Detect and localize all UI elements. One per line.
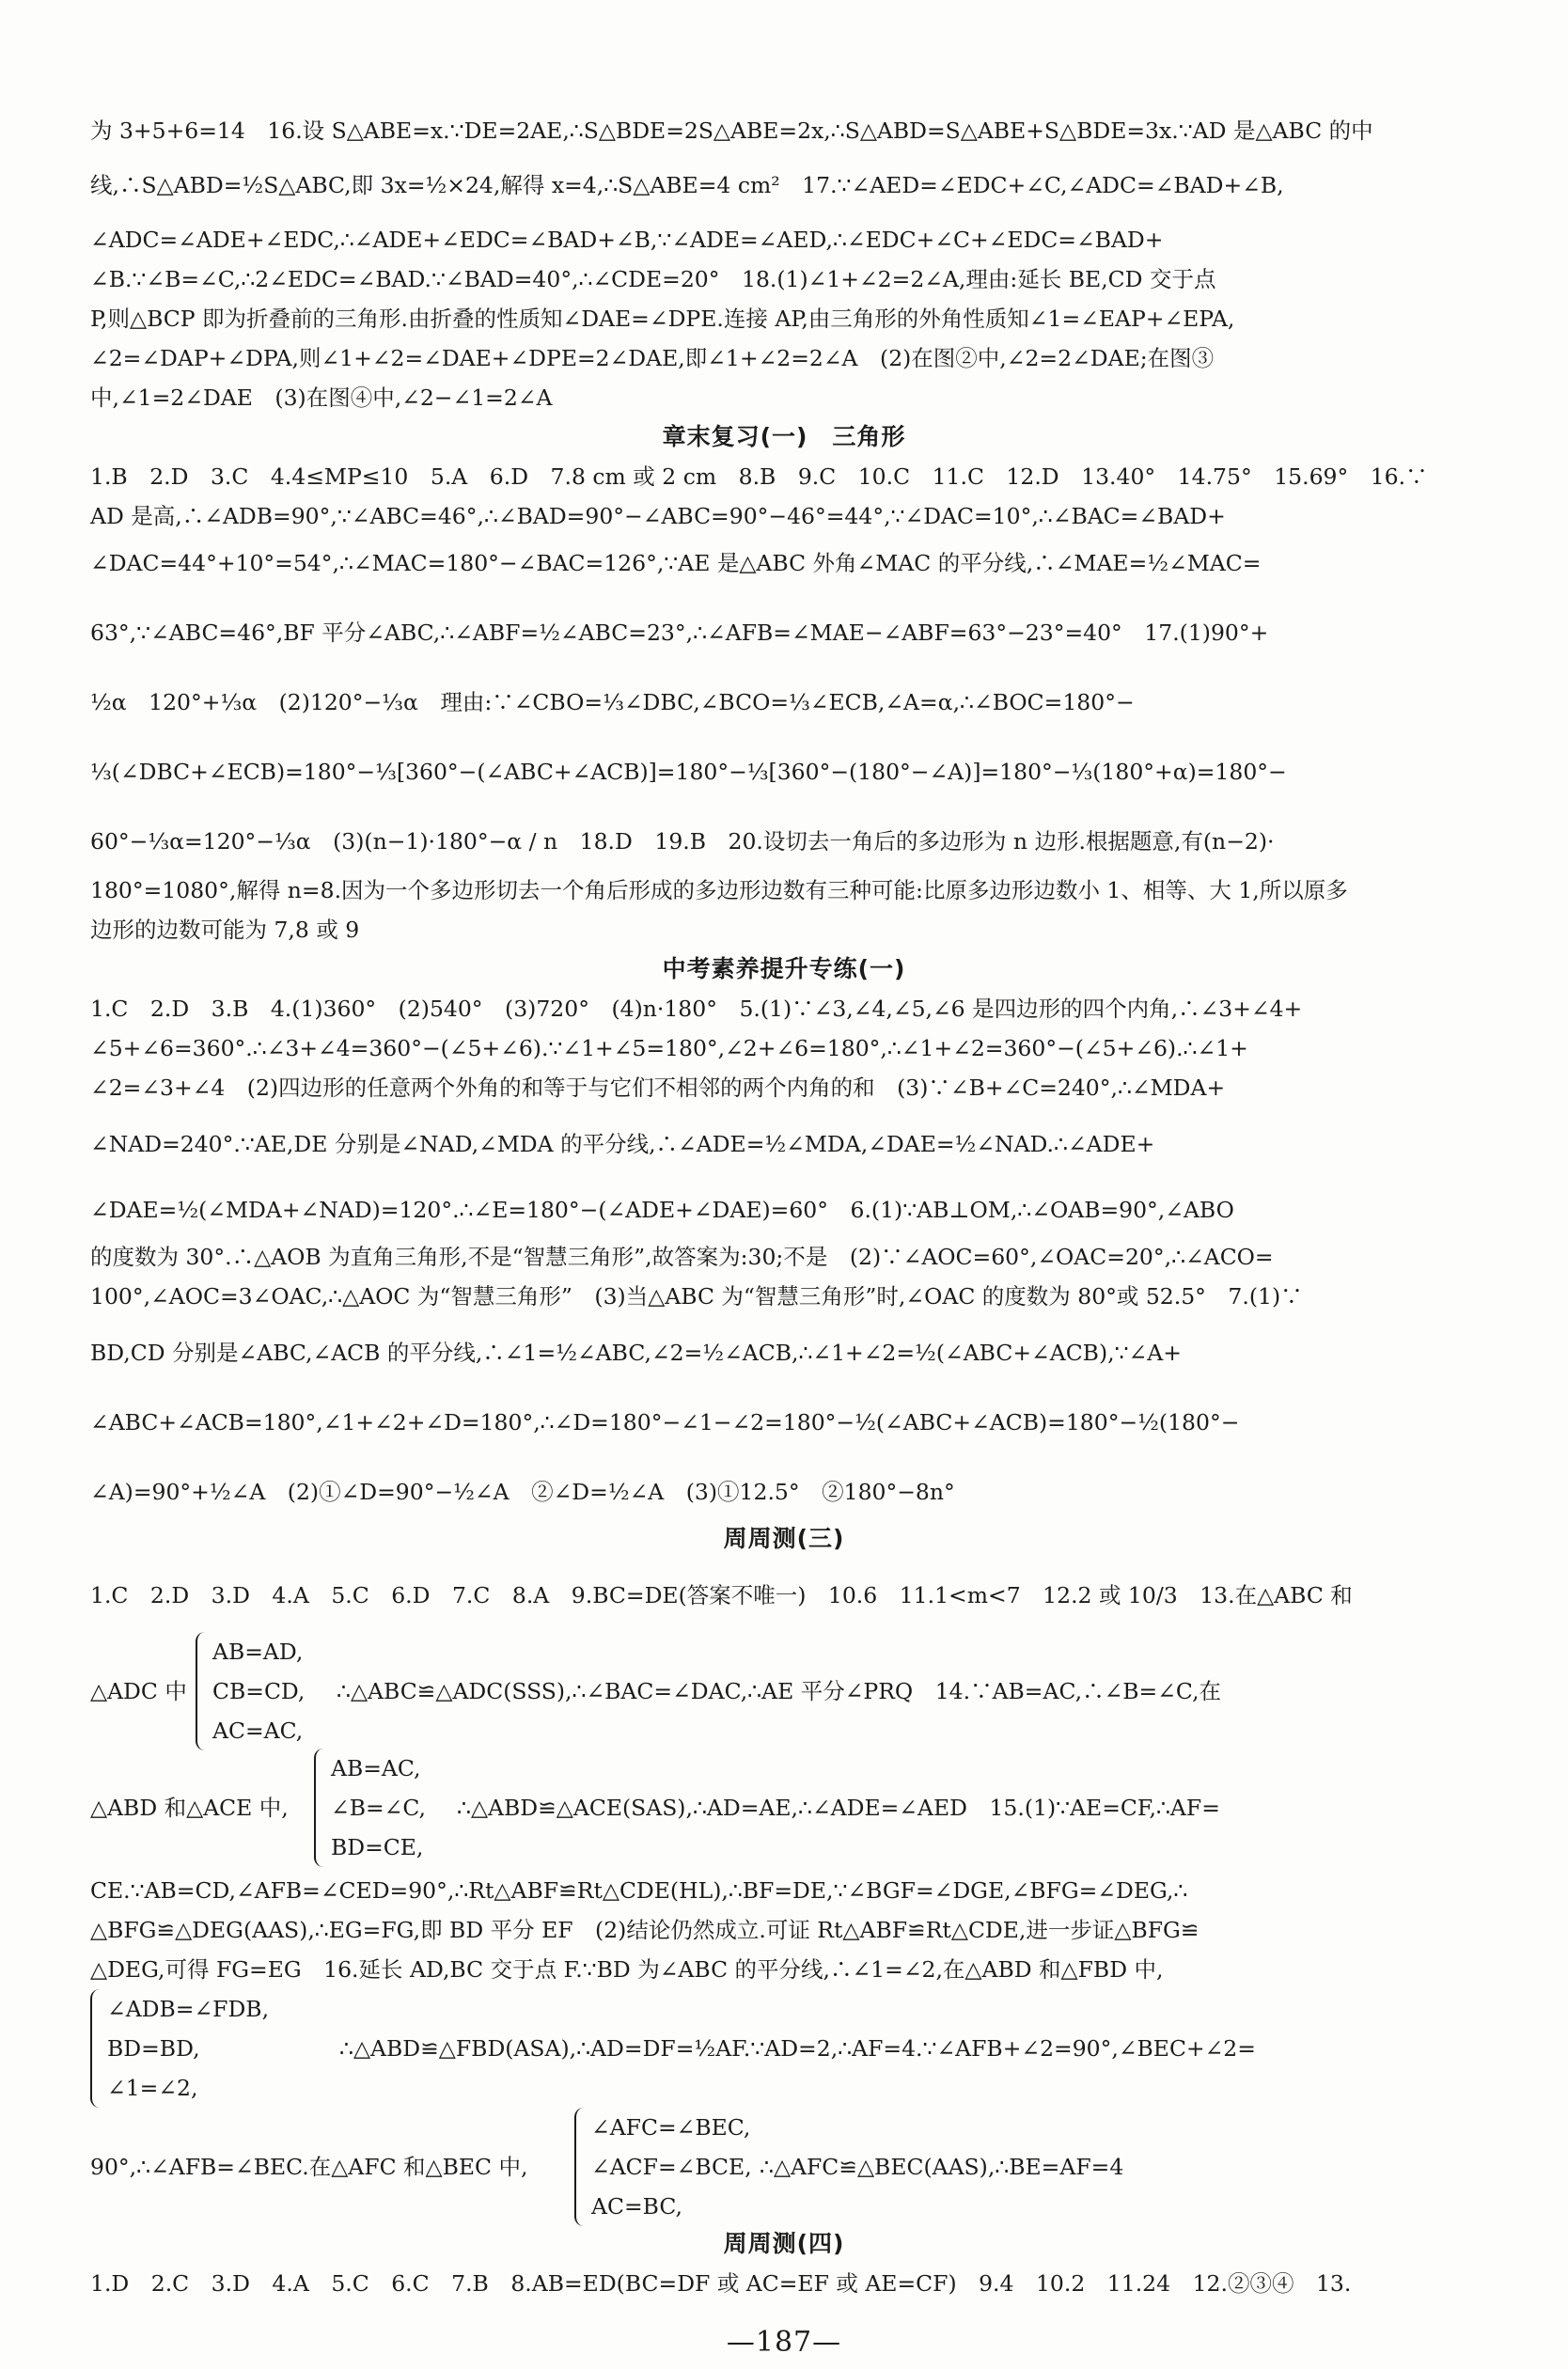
text-line: 1.C 2.D 3.D 4.A 5.C 6.D 7.C 8.A 9.BC=DE(答案不唯一) 10.6 11.1<m<7 12.2 或 10/3 13.在△ABC 和 [90, 1582, 1353, 1608]
brace-system [314, 1749, 446, 1867]
text-line: CE.∵AB=CD,∠AFB=∠CED=90°,∴Rt△ABF≌Rt△CDE(HL),∴BF=DE,∵∠BGF=∠DGE,∠BFG=∠DEG,∴ [90, 1877, 1188, 1904]
system-row: ∠AFC=∠BEC, [591, 2114, 751, 2141]
text-line: 1.D 2.C 3.D 4.A 5.C 6.C 7.B 8.AB=ED(BC=DF 或 AC=EF 或 AE=CF) 9.4 10.2 11.24 12.②③④ 13. [90, 2270, 1352, 2297]
section-title: 周周测(四) [723, 2230, 845, 2257]
system-row: AC=BC, [591, 2193, 682, 2220]
section-title: 章末复习(一) 三角形 [662, 423, 906, 450]
system-row: ∠1=∠2, [107, 2075, 198, 2101]
text-line: ∠DAE=½(∠MDA+∠NAD)=120°.∴∠E=180°−(∠ADE+∠DAE)=60° 6.(1)∵AB⊥OM,∴∠OAB=90°,∠ABO [90, 1197, 1234, 1223]
text-line: 180°=1080°,解得 n=8.因为一个多边形切去一个角后形成的多边形边数有三种可能:比原多边形边数小 1、相等、大 1,所以原多 [90, 877, 1348, 903]
system-prefix: 90°,∴∠AFB=∠BEC.在△AFC 和△BEC 中, [90, 2154, 528, 2180]
left-brace-icon [314, 1749, 329, 1867]
system-row: AB=AC, [331, 1755, 421, 1781]
text-line: △BFG≌△DEG(AAS),∴EG=FG,即 BD 平分 EF (2)结论仍然成立.可证 Rt△ABF≌Rt△CDE,进一步证△BFG≌ [90, 1917, 1200, 1943]
left-brace-icon [196, 1632, 211, 1750]
text-line: ∠B.∵∠B=∠C,∴2∠EDC=∠BAD.∵∠BAD=40°,∴∠CDE=20° 18.(1)∠1+∠2=2∠A,理由:延长 BE,CD 交于点 [90, 266, 1216, 292]
text-line: 1.C 2.D 3.B 4.(1)360° (2)540° (3)720° (4)n·180° 5.(1)∵∠3,∠4,∠5,∠6 是四边形的四个内角,∴∠3+∠4+ [90, 996, 1303, 1022]
text-line: 的度数为 30°.∴△AOB 为直角三角形,不是“智慧三角形”,故答案为:30;不是 (2)∵∠AOC=60°,∠OAC=20°,∴∠ACO= [90, 1244, 1274, 1270]
text-line: ∠ABC+∠ACB=180°,∠1+∠2+∠D=180°,∴∠D=180°−∠1−∠2=180°−½(∠ABC+∠ACB)=180°−½(180°− [90, 1409, 1240, 1436]
text-line: ⅓(∠DBC+∠ECB)=180°−⅓[360°−(∠ABC+∠ACB)]=180°−⅓[360°−(180°−∠A)]=180°−⅓(180°+α)=180°− [90, 759, 1287, 785]
brace-system [574, 2108, 753, 2226]
system-prefix: △ABD 和△ACE 中, [90, 1795, 289, 1821]
system-row: ∠ACF=∠BCE, [591, 2154, 752, 2180]
section-title: 周周测(三) [723, 1525, 845, 1552]
text-line: 60°−⅓α=120°−⅓α (3)(n−1)·180°−α / n 18.D 19.B 20.设切去一角后的多边形为 n 边形.根据题意,有(n−2)· [90, 828, 1275, 855]
text-line: BD,CD 分别是∠ABC,∠ACB 的平分线,∴∠1=½∠ABC,∠2=½∠ACB,∴∠1+∠2=½(∠ABC+∠ACB),∵∠A+ [90, 1340, 1182, 1366]
text-line: ∠2=∠DAP+∠DPA,则∠1+∠2=∠DAE+∠DPE=2∠DAE,即∠1+∠2=2∠A (2)在图②中,∠2=2∠DAE;在图③ [90, 345, 1215, 371]
system-row: CB=CD, [212, 1678, 306, 1704]
text-line: ∠ADC=∠ADE+∠EDC,∴∠ADE+∠EDC=∠BAD+∠B,∵∠ADE=∠AED,∴∠EDC+∠C+∠EDC=∠BAD+ [90, 227, 1164, 253]
equation-system [90, 1632, 1486, 1750]
page-number: —187— [726, 2326, 842, 2359]
text-line: 为 3+5+6=14 16.设 S△ABE=x.∵DE=2AE,∴S△BDE=2S△ABE=2x,∴S△ABD=S△ABE+S△BDE=3x.∵AD 是△ABC 的中 [90, 118, 1373, 144]
text-line: ∠5+∠6=360°.∴∠3+∠4=360°−(∠5+∠6).∵∠1+∠5=180°,∠2+∠6=180°,∴∠1+∠2=360°−(∠5+∠6).∴∠1+ [90, 1035, 1248, 1061]
system-row: BD=BD, [107, 2035, 200, 2062]
brace-system [90, 1989, 278, 2108]
text-line: 线,∴S△ABD=½S△ABC,即 3x=½×24,解得 x=4,∴S△ABE=4 cm² 17.∵∠AED=∠EDC+∠C,∠ADC=∠BAD+∠B, [90, 172, 1284, 198]
text-line: 63°,∵∠ABC=46°,BF 平分∠ABC,∴∠ABF=½∠ABC=23°,∴∠AFB=∠MAE−∠ABF=63°−23°=40° 17.(1)90°+ [90, 620, 1269, 646]
system-row: ∠ADB=∠FDB, [107, 1996, 270, 2022]
system-suffix: ∴△ABC≌△ADC(SSS),∴∠BAC=∠DAC,∴AE 平分∠PRQ 14.∵AB=AC,∴∠B=∠C,在 [337, 1678, 1222, 1704]
section-title: 中考素养提升专练(一) [662, 955, 906, 982]
text-line: 边形的边数可能为 7,8 或 9 [90, 917, 360, 943]
system-row: AC=AC, [212, 1718, 304, 1744]
system-suffix: ∴△AFC≌△BEC(AAS),∴BE=AF=4 [760, 2154, 1124, 2180]
system-suffix: ∴△ABD≌△ACE(SAS),∴AD=AE,∴∠ADE=∠AED 15.(1)∵AE=CF,∴AF= [457, 1795, 1220, 1821]
text-line: P,则△BCP 即为折叠前的三角形.由折叠的性质知∠DAE=∠DPE.连接 AP,由三角形的外角性质知∠1=∠EAP+∠EPA, [90, 306, 1235, 332]
equation-system [90, 1989, 1486, 2108]
text-line: ∠NAD=240°.∵AE,DE 分别是∠NAD,∠MDA 的平分线,∴∠ADE=½∠MDA,∠DAE=½∠NAD.∴∠ADE+ [90, 1131, 1155, 1157]
text-line: 100°,∠AOC=3∠OAC,∴△AOC 为“智慧三角形” (3)当△ABC 为“智慧三角形”时,∠OAC 的度数为 80°或 52.5° 7.(1)∵ [90, 1283, 1303, 1310]
system-row: BD=CE, [331, 1834, 424, 1860]
text-line: ∠DAC=44°+10°=54°,∴∠MAC=180°−∠BAC=126°,∵AE 是△ABC 外角∠MAC 的平分线,∴∠MAE=½∠MAC= [90, 550, 1262, 576]
text-line: ∠2=∠3+∠4 (2)四边形的任意两个外角的和等于与它们不相邻的两个内角的和 (3)∵∠B+∠C=240°,∴∠MDA+ [90, 1075, 1226, 1101]
system-row: AB=AD, [212, 1639, 304, 1665]
text-line: △DEG,可得 FG=EG 16.延长 AD,BC 交于点 F.∵BD 为∠ABC 的平分线,∴∠1=∠2,在△ABD 和△FBD 中, [90, 1956, 1164, 1983]
equation-system [90, 2108, 1486, 2226]
text-line: ½α 120°+⅓α (2)120°−⅓α 理由:∵∠CBO=⅓∠DBC,∠BCO=⅓∠ECB,∠A=α,∴∠BOC=180°− [90, 689, 1135, 715]
brace-system [196, 1632, 327, 1750]
text-line: 1.B 2.D 3.C 4.4≤MP≤10 5.A 6.D 7.8 cm 或 2 cm 8.B 9.C 10.C 11.C 12.D 13.40° 14.75° 15.69° 16.∵ [90, 463, 1428, 490]
left-brace-icon [574, 2108, 589, 2226]
system-suffix: ∴△ABD≌△FBD(ASA),∴AD=DF=½AF.∵AD=2,∴AF=4.∵∠AFB+∠2=90°,∠BEC+∠2= [339, 2035, 1256, 2062]
text-line: ∠A)=90°+½∠A (2)①∠D=90°−½∠A ②∠D=½∠A (3)①12.5° ②180°−8n° [90, 1479, 955, 1505]
left-brace-icon [90, 1989, 105, 2108]
equation-system [90, 1749, 1486, 1867]
text-line: AD 是高,∴∠ADB=90°,∵∠ABC=46°,∴∠BAD=90°−∠ABC=90°−46°=44°,∵∠DAC=10°,∴∠BAC=∠BAD+ [90, 503, 1226, 529]
system-prefix: △ADC 中 [90, 1678, 187, 1704]
text-line: 中,∠1=2∠DAE (3)在图④中,∠2−∠1=2∠A [90, 384, 553, 411]
system-row: ∠B=∠C, [331, 1795, 426, 1821]
